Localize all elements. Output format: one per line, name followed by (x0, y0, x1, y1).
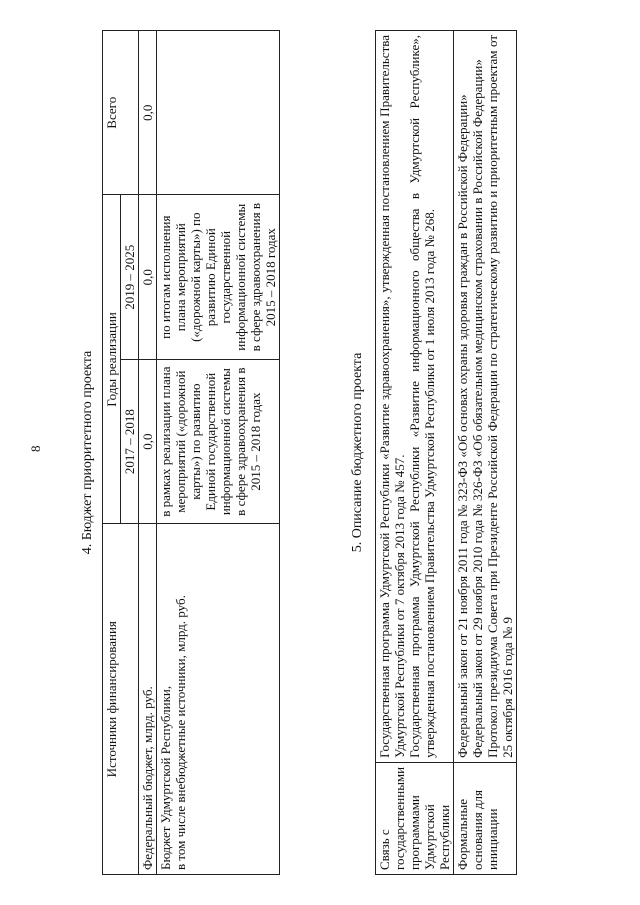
budget-heading: 4. Бюджет приоритетного проекта (80, 350, 95, 555)
value-cell-total: 0,0 (139, 31, 157, 195)
col-header-years: Годы реализации (103, 195, 121, 524)
rotated-page-content (80, 30, 640, 875)
source-cell: Бюджет Удмуртской Республики, в том числе внебюджетные источники, млрд. руб. (157, 524, 280, 875)
description-heading: 5. Описание бюджетного проекта (350, 352, 365, 553)
value-cell-2019: по итогам исполнения плана мероприятий («дорожной карты») по развитию Единой государственной информационной системы в сфере здравоохранения в 2015 – 2018 годах (157, 195, 280, 359)
value-cell-total (157, 31, 280, 195)
list-item: Протокол президиума Совета при Президенте Российской Федерации по стратегическому развитию и приоритетным проектам от 25 октября 2016 года № 9 (485, 35, 515, 758)
value-cell-2019: 0,0 (139, 195, 157, 359)
col-header-2019: 2019 – 2025 (121, 195, 139, 359)
description-table (375, 30, 517, 875)
row-content (376, 31, 454, 763)
list-item: Федеральный закон от 29 ноября 2010 года № 326-ФЗ «Об обязательном медицинском страховании в Российской Федерации» (470, 59, 485, 758)
table-row (376, 31, 454, 875)
row-content (454, 31, 517, 763)
value-cell-2017: 0,0 (139, 359, 157, 523)
col-header-2017: 2017 – 2018 (121, 359, 139, 523)
table-row (157, 31, 280, 875)
col-header-total: Всего (103, 31, 139, 195)
value-cell-2017: в рамках реализации плана мероприятий («дорожной карты») по развитию Единой государственной информационной системы в сфере здравоохранения в 2015 – 2018 годах (157, 359, 280, 523)
row-label: Связь с государственными программами Удмуртской Республики (376, 762, 454, 874)
list-item: Государственная программа Удмуртской Республики «Развитие информационного общества в Удмуртской Республике», утвержденная постановлением Правительства Удмуртской Республики от 1 июля 2013 года № 268. (407, 35, 437, 758)
list-item: Федеральный закон от 21 ноября 2011 года № 323-ФЗ «Об основах охраны здоровья граждан в Российской Федерации» (455, 94, 470, 758)
budget-header-row (103, 31, 121, 875)
source-cell: Федеральный бюджет, млрд. руб. (139, 524, 157, 875)
page-number: 8 (28, 445, 43, 452)
table-row (139, 31, 157, 875)
table-row (454, 31, 517, 875)
col-header-source: Источники финансирования (103, 524, 139, 875)
list-item: Государственная программа Удмуртской Республики «Развитие здравоохранения», утвержденная постановлением Правительства Удмуртской Республики от 7 октября 2013 года № 457. (377, 35, 407, 758)
budget-table (102, 30, 280, 875)
row-label: Формальные основания для инициации (454, 762, 517, 874)
